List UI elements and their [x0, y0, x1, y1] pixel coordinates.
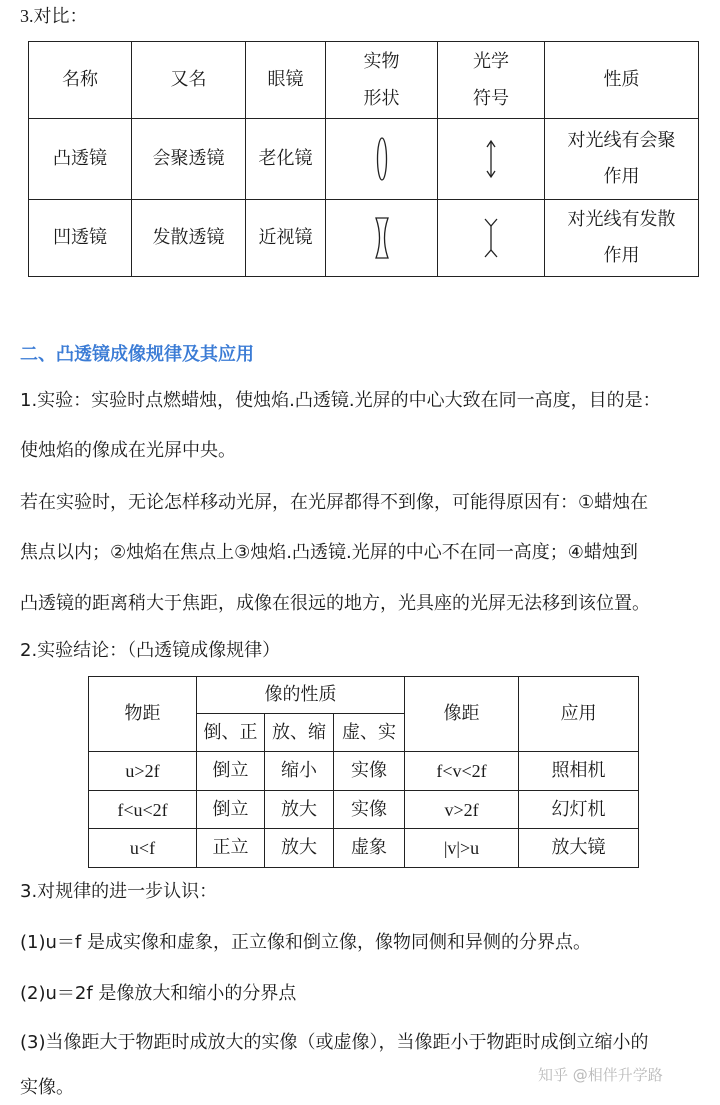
header-glasses: 眼镜: [246, 42, 326, 119]
section-title: 二、凸透镜成像规律及其应用: [20, 344, 254, 365]
convex-lens-shape-icon: [374, 135, 390, 183]
cell-application: 照相机: [519, 752, 639, 791]
header-shape-line2: 形状: [363, 88, 400, 109]
cell-image-distance: v>2f: [405, 791, 519, 829]
header-orientation: 倒、正: [197, 714, 265, 752]
paragraph-experiment-line1: 1.实验：实验时点燃蜡烛，使烛焰.凸透镜.光屏的中心大致在同一高度，目的是：: [20, 390, 661, 411]
paragraph-conclusion-heading: 2.实验结论：（凸透镜成像规律）: [20, 640, 281, 661]
property-line2: 作用: [603, 245, 640, 266]
header-symbol: [438, 42, 545, 119]
cell-real-virtual: 虚象: [334, 829, 405, 868]
paragraph-rule-3-line2: 实像。: [20, 1077, 74, 1098]
cell-image-distance: |v|>u: [405, 829, 519, 868]
cell-size: 放大: [265, 791, 334, 829]
paragraph-experiment-line2: 使烛焰的像成在光屏中央。: [20, 440, 236, 461]
paragraph-further-heading: 3.对规律的进一步认识：: [20, 881, 218, 902]
lens-comparison-table: [28, 41, 699, 277]
header-size: 放、缩: [265, 714, 334, 752]
header-alias: 又名: [132, 42, 246, 119]
lens-name: 凹透镜: [29, 200, 132, 277]
concave-lens-symbol-icon: [483, 217, 499, 259]
imaging-rules-table: [88, 676, 639, 868]
cell-application: 幻灯机: [519, 791, 639, 829]
header-object-distance: 物距: [89, 677, 197, 752]
cell-object-distance: f<u<2f: [89, 791, 197, 829]
property-line1: 对光线有发散: [567, 209, 676, 230]
paragraph-reasons-line2: 焦点以内；②烛焰在焦点上③烛焰.凸透镜.光屏的中心不在同一高度；④蜡烛到: [20, 542, 638, 563]
cell-real-virtual: 实像: [334, 791, 405, 829]
paragraph-reasons-line3: 凸透镜的距离稍大于焦距，成像在很远的地方，光具座的光屏无法移到该位置。: [20, 593, 650, 614]
cell-orientation: 正立: [197, 829, 265, 868]
cell-orientation: 倒立: [197, 752, 265, 791]
header-shape-line1: 实物: [363, 51, 400, 72]
table-row: [89, 829, 639, 868]
lens-name: 凸透镜: [29, 119, 132, 200]
cell-image-distance: f<v<2f: [405, 752, 519, 791]
paragraph-rule-1: (1)u＝f 是成实像和虚象，正立像和倒立像，像物同侧和异侧的分界点。: [20, 932, 591, 953]
paragraph-rule-3-line1: (3)当像距大于物距时成放大的实像（或虚像），当像距小于物距时成倒立缩小的: [20, 1032, 649, 1053]
lens-glasses: 近视镜: [246, 200, 326, 277]
cell-object-distance: u>2f: [89, 752, 197, 791]
convex-lens-symbol-icon: [484, 139, 498, 179]
paragraph-rule-2: (2)u＝2f 是像放大和缩小的分界点: [20, 983, 297, 1004]
cell-size: 缩小: [265, 752, 334, 791]
watermark-text: 知乎 @相伴升学路: [538, 1066, 663, 1084]
cell-orientation: 倒立: [197, 791, 265, 829]
property-line1: 对光线有会聚: [567, 130, 676, 151]
lens-alias: 会聚透镜: [132, 119, 246, 200]
header-property: 性质: [545, 42, 699, 119]
header-symbol-line2: 符号: [473, 88, 509, 109]
cell-size: 放大: [265, 829, 334, 868]
cell-object-distance: u<f: [89, 829, 197, 868]
table-row: [89, 752, 639, 791]
lens-glasses: 老化镜: [246, 119, 326, 200]
table-row: [29, 200, 699, 277]
section-heading-comparison: 3.对比：: [20, 6, 88, 26]
lens-alias: 发散透镜: [132, 200, 246, 277]
header-symbol-line1: 光学: [473, 51, 509, 72]
table-row: [29, 119, 699, 200]
paragraph-reasons-line1: 若在实验时，无论怎样移动光屏，在光屏都得不到像，可能得原因有：①蜡烛在: [20, 492, 649, 513]
header-application: 应用: [519, 677, 639, 752]
cell-real-virtual: 实像: [334, 752, 405, 791]
header-name: 名称: [29, 42, 132, 119]
header-image-nature: 像的性质: [197, 677, 405, 714]
cell-application: 放大镜: [519, 829, 639, 868]
lens-property: [545, 200, 699, 277]
lens-property: [545, 119, 699, 200]
table-row: [89, 791, 639, 829]
property-line2: 作用: [603, 166, 640, 187]
concave-lens-shape-icon: [374, 215, 390, 261]
header-shape: [326, 42, 438, 119]
header-real-virtual: 虚、实: [334, 714, 405, 752]
header-image-distance: 像距: [405, 677, 519, 752]
